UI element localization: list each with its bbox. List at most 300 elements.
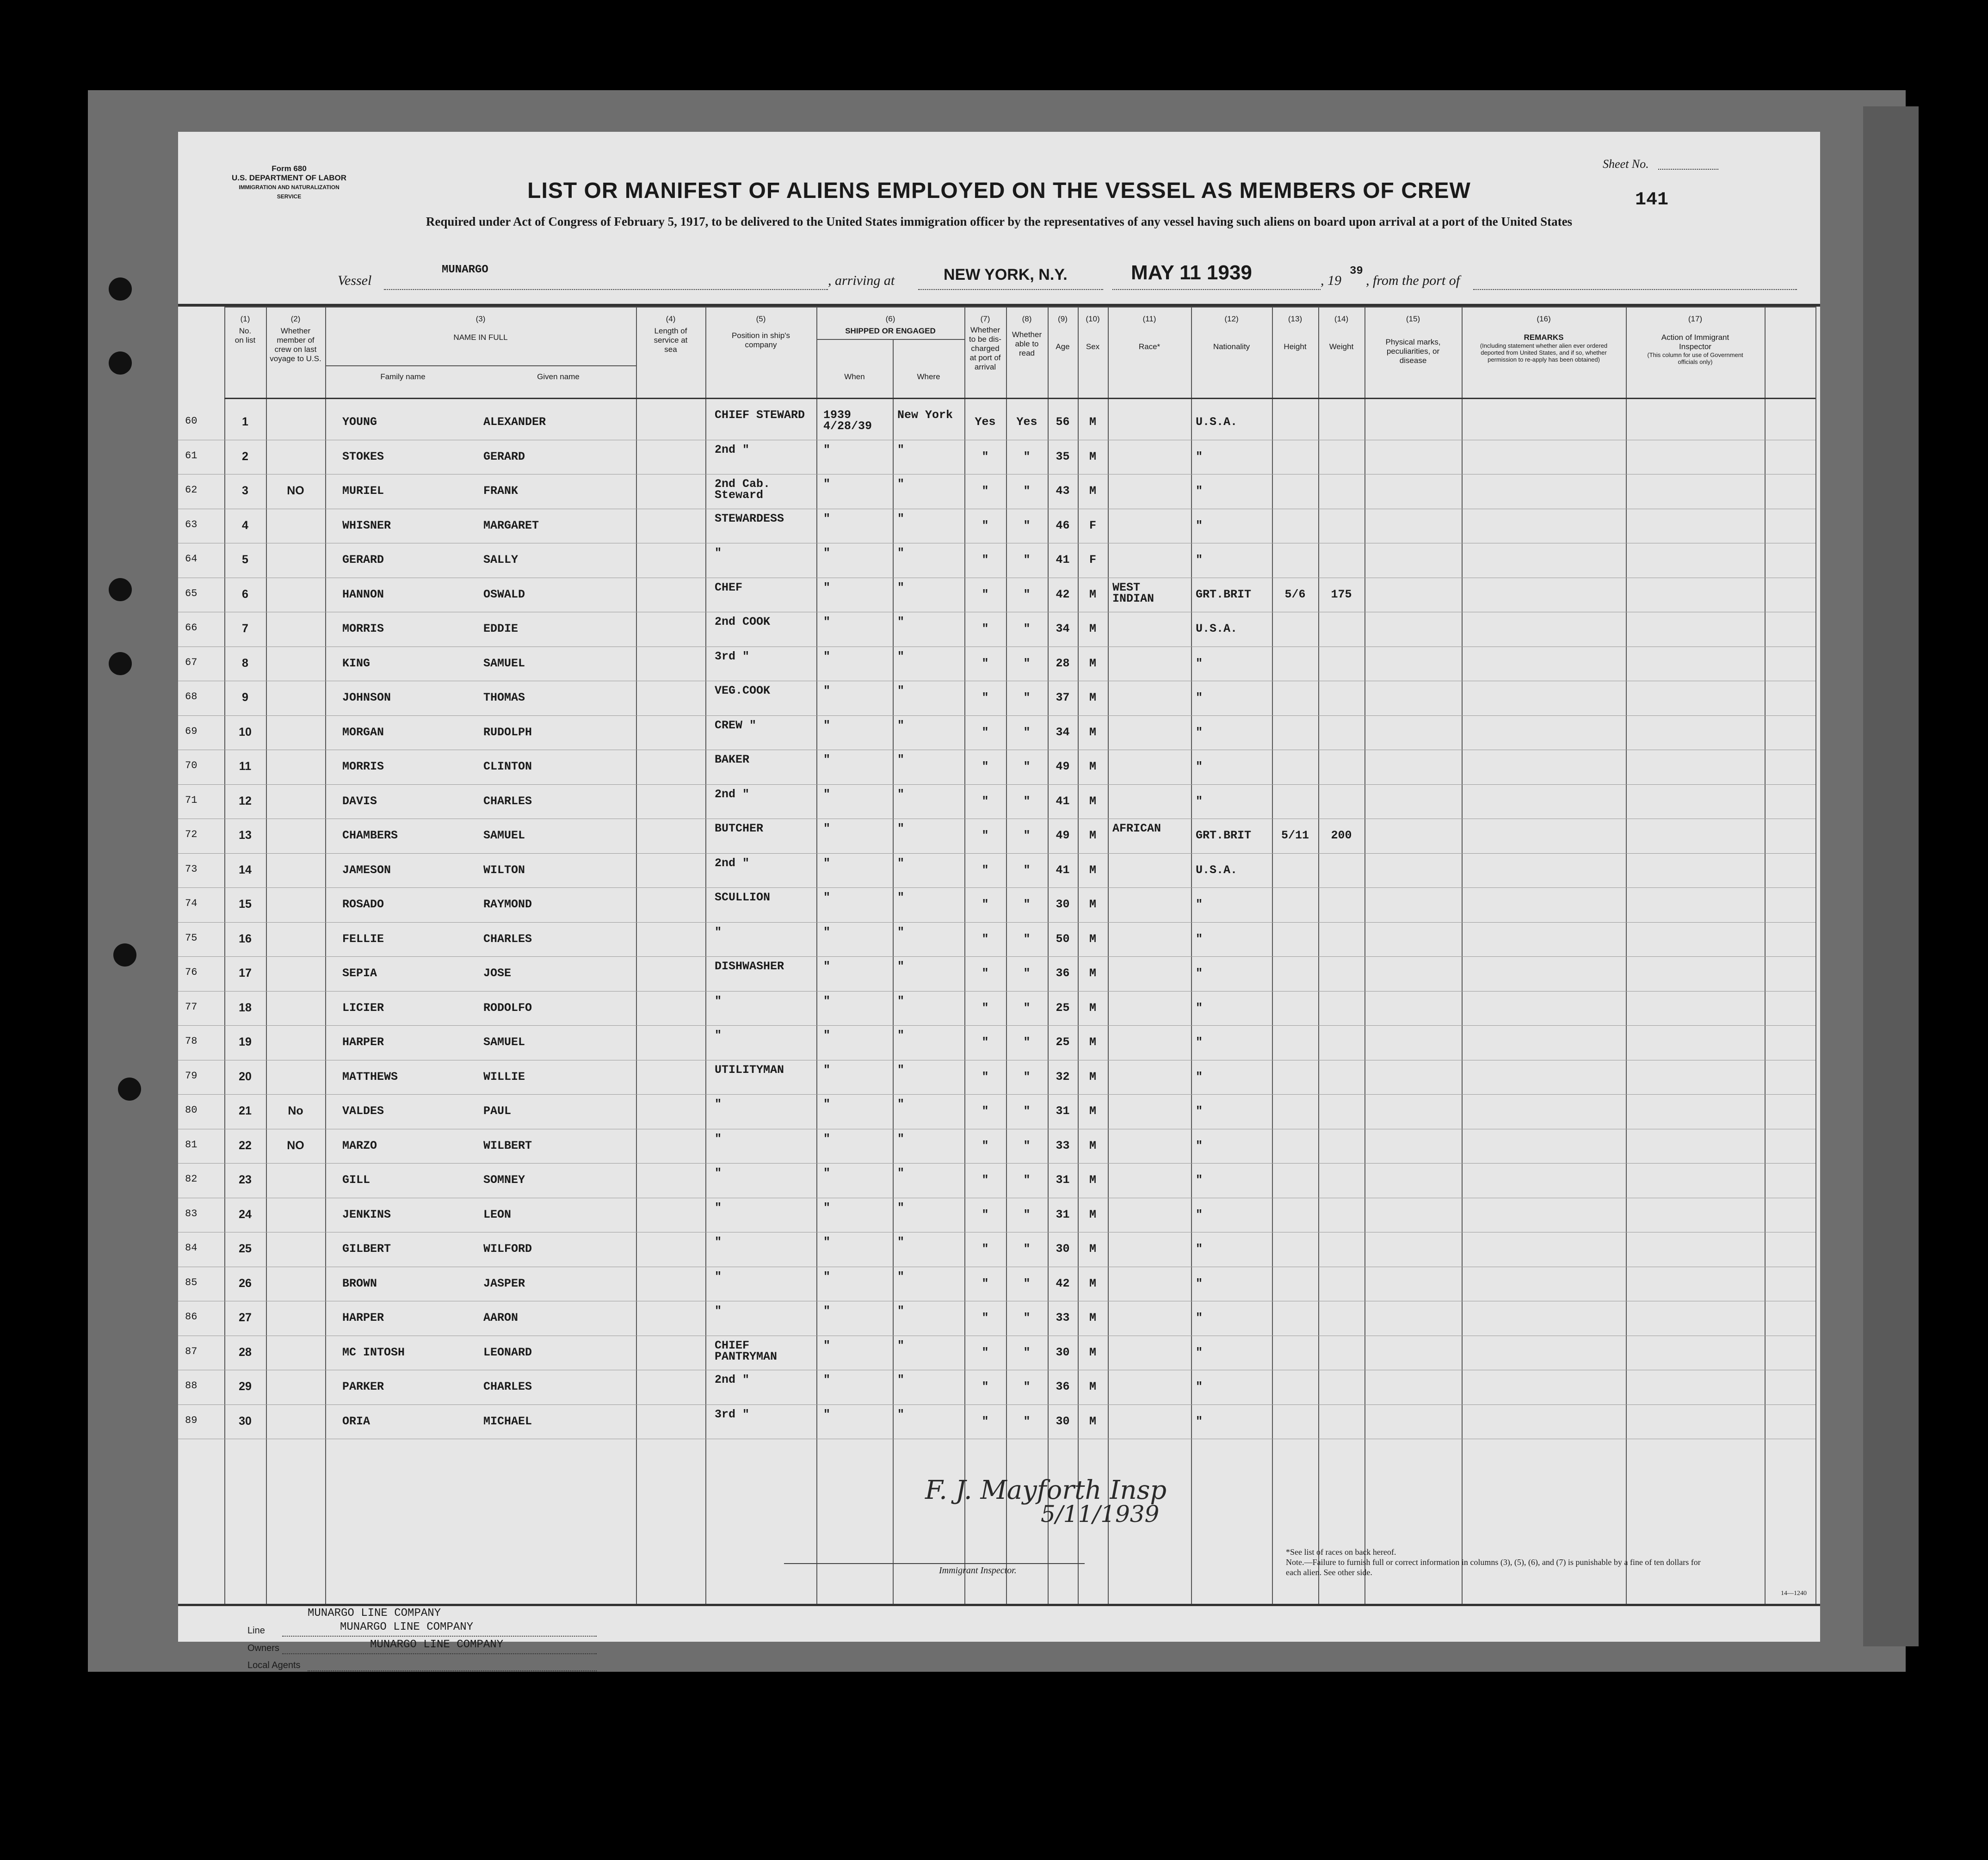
margin-line-number: 67 (185, 656, 198, 668)
inspector-signature: F. J. Mayforth Insp (925, 1475, 1167, 1505)
cell-nationality: " (1196, 1414, 1203, 1428)
col-header-discharged (964, 314, 1006, 372)
cell-read: " (1023, 1345, 1031, 1359)
cell-sex: M (1089, 656, 1096, 670)
margin-line-number: 74 (185, 898, 198, 909)
cell-where: " (897, 1235, 905, 1249)
col-num: (13) (1288, 314, 1303, 323)
margin-line-number: 64 (185, 553, 198, 565)
cell-position: VEG.COOK (715, 684, 771, 697)
cell-given-name: LEONARD (483, 1345, 532, 1359)
cell-position: " (715, 1201, 722, 1214)
cell-sex: M (1089, 794, 1096, 808)
cell-sex: M (1089, 1276, 1096, 1290)
cell-family-name: SEPIA (342, 967, 377, 980)
col-label: Whether to be dis-charged at port of arrival (969, 326, 1001, 371)
cell-no: 3 (242, 484, 248, 497)
cell-no: 25 (239, 1242, 252, 1255)
cell-given-name: ALEXANDER (483, 415, 546, 429)
cell-given-name: JASPER (483, 1276, 525, 1290)
cell-age: 41 (1056, 553, 1070, 567)
margin-line-number: 84 (185, 1242, 198, 1254)
cell-when: " (823, 649, 831, 663)
cell-where: " (897, 1132, 905, 1146)
cell-family-name: HARPER (342, 1035, 384, 1049)
col-header-weight (1318, 314, 1364, 351)
cell-nationality: " (1196, 656, 1203, 670)
vessel-label: Vessel (338, 273, 372, 288)
cell-age: 50 (1056, 932, 1070, 946)
cell-sex: M (1089, 622, 1096, 635)
col-header-age (1048, 314, 1078, 351)
row-rule (178, 1163, 1815, 1164)
row-rule (178, 1025, 1815, 1026)
col-label: Race* (1138, 342, 1161, 351)
row-rule (178, 853, 1815, 854)
cell-sex: M (1089, 484, 1096, 498)
cell-nationality: " (1196, 450, 1203, 463)
cell-nationality: U.S.A. (1196, 863, 1238, 877)
col-divider (1191, 307, 1192, 1604)
col-label: NAME IN FULL (453, 333, 508, 342)
cell-discharged: " (982, 656, 989, 670)
cell-age: 36 (1056, 1380, 1070, 1393)
col-num: (14) (1334, 314, 1349, 323)
punch-hole (109, 277, 132, 301)
margin-line-number: 85 (185, 1276, 198, 1288)
cell-race: AFRICAN (1112, 822, 1161, 835)
cell-read: " (1023, 1001, 1031, 1015)
cell-discharged: " (982, 932, 989, 946)
col-header-nationality (1191, 314, 1272, 351)
cell-when: " (823, 1407, 831, 1421)
cell-no: 9 (242, 691, 248, 704)
cell-discharged: " (982, 1207, 989, 1221)
cell-given-name: MARGARET (483, 518, 539, 532)
col-divider (705, 307, 706, 1604)
cell-no: 19 (239, 1035, 252, 1048)
cell-where: " (897, 960, 905, 973)
cell-when: " (823, 1166, 831, 1180)
cell-no: 30 (239, 1414, 252, 1428)
col-divider (636, 307, 637, 1604)
margin-line-number: 81 (185, 1139, 198, 1151)
cell-read: " (1023, 725, 1031, 739)
cell-sex: M (1089, 1380, 1096, 1393)
cell-when: " (823, 1269, 831, 1283)
cell-age: 41 (1056, 863, 1070, 877)
cell-when: " (823, 1132, 831, 1146)
cell-position: STEWARDESS (715, 511, 784, 525)
col-num: (8) (1022, 314, 1032, 323)
row-rule (178, 922, 1815, 923)
cell-sex: M (1089, 725, 1096, 739)
cell-sex: M (1089, 691, 1096, 704)
cell-read: " (1023, 829, 1031, 842)
col-num: (12) (1224, 314, 1239, 323)
cell-age: 43 (1056, 484, 1070, 498)
cell-discharged: " (982, 794, 989, 808)
cell-discharged: " (982, 587, 989, 601)
cell-discharged: " (982, 553, 989, 567)
cell-discharged: " (982, 1276, 989, 1290)
cell-discharged: " (982, 1311, 989, 1324)
cell-position: 2nd " (715, 856, 750, 870)
sheet-number-label: Sheet No. (1603, 157, 1649, 171)
cell-position: " (715, 1029, 722, 1042)
cell-where: " (897, 1304, 905, 1318)
col-num: (10) (1086, 314, 1100, 323)
cell-family-name: HANNON (342, 587, 384, 601)
year-label: , 19 (1321, 273, 1341, 288)
cell-nationality: " (1196, 553, 1203, 567)
name-subheader-rule (325, 365, 636, 366)
header-bottom-rule (224, 398, 1815, 399)
cell-given-name: RODOLFO (483, 1001, 532, 1015)
vessel-line (384, 289, 828, 290)
margin-line-number: 71 (185, 794, 198, 806)
cell-position: BUTCHER (715, 822, 764, 835)
cell-read: " (1023, 794, 1031, 808)
cell-when: " (823, 891, 831, 904)
cell-age: 31 (1056, 1104, 1070, 1118)
cell-read: " (1023, 484, 1031, 498)
cell-when: " (823, 1373, 831, 1386)
cell-prev-voyage: NO (287, 484, 304, 497)
cell-discharged: " (982, 518, 989, 532)
punch-hole (109, 578, 132, 601)
cell-when: " (823, 1201, 831, 1214)
cell-read: " (1023, 1139, 1031, 1152)
cell-family-name: JENKINS (342, 1207, 391, 1221)
col-header-position (705, 314, 816, 350)
cell-family-name: HARPER (342, 1311, 384, 1324)
cell-nationality: " (1196, 1035, 1203, 1049)
cell-no: 11 (239, 760, 252, 773)
col-label: REMARKS (1524, 333, 1564, 342)
cell-age: 49 (1056, 829, 1070, 842)
cell-position: " (715, 1269, 722, 1283)
cell-nationality: " (1196, 1173, 1203, 1187)
page-title: LIST OR MANIFEST OF ALIENS EMPLOYED ON THE VESSEL AS MEMBERS OF CREW (527, 179, 1471, 203)
col-label: Age (1056, 342, 1070, 351)
year-suffix: 39 (1350, 265, 1363, 277)
cell-discharged: " (982, 1414, 989, 1428)
cell-when: " (823, 477, 831, 491)
cell-family-name: ROSADO (342, 898, 384, 911)
cell-read: " (1023, 553, 1031, 567)
cell-where: " (897, 649, 905, 663)
cell-nationality: " (1196, 967, 1203, 980)
col-divider (224, 307, 225, 1604)
punch-hole (113, 943, 136, 967)
subheader-when: When (844, 372, 865, 381)
cell-nationality: " (1196, 484, 1203, 498)
cell-read: " (1023, 1311, 1031, 1324)
cell-read: " (1023, 1380, 1031, 1393)
cell-sex: M (1089, 1173, 1096, 1187)
table-top-rule-thin (224, 307, 1815, 308)
cell-family-name: DAVIS (342, 794, 377, 808)
cell-given-name: WILTON (483, 863, 525, 877)
row-rule (178, 956, 1815, 957)
col-label: Whether member of crew on last voyage to U.S. (270, 326, 321, 363)
cell-read: " (1023, 1414, 1031, 1428)
margin-line-number: 86 (185, 1311, 198, 1323)
cell-given-name: SAMUEL (483, 656, 525, 670)
cell-no: 12 (239, 794, 252, 807)
cell-discharged: " (982, 898, 989, 911)
col-divider (1078, 307, 1079, 1604)
margin-line-number: 70 (185, 760, 198, 771)
cell-no: 5 (242, 553, 248, 566)
col-divider (1048, 307, 1049, 1604)
subheader-given-name: Given name (537, 372, 580, 381)
shipped-subheader-rule (816, 339, 964, 340)
cell-position: 2nd " (715, 443, 750, 456)
cell-no: 27 (239, 1311, 252, 1324)
cell-when: " (823, 580, 831, 594)
cell-where: " (897, 1063, 905, 1077)
line-label: Line (247, 1626, 265, 1636)
col-header-shipped (816, 314, 964, 336)
col-divider (1318, 307, 1319, 1604)
cell-read: " (1023, 1242, 1031, 1256)
cell-sex: M (1089, 863, 1096, 877)
cell-given-name: PAUL (483, 1104, 512, 1118)
cell-where: " (897, 1269, 905, 1283)
subheader-where: Where (917, 372, 940, 381)
col-header-race (1108, 314, 1191, 351)
cell-where: " (897, 1338, 905, 1352)
margin-line-number: 79 (185, 1070, 198, 1082)
action-note: (This column for use of Government officials only) (1647, 351, 1743, 365)
cell-position: CHEF (715, 580, 743, 594)
cell-discharged: " (982, 725, 989, 739)
cell-read: " (1023, 760, 1031, 773)
cell-height: 5/11 (1281, 829, 1309, 842)
cell-family-name: MORRIS (342, 622, 384, 635)
cell-read: Yes (1016, 415, 1037, 429)
cell-read: " (1023, 587, 1031, 601)
cell-discharged: " (982, 1139, 989, 1152)
cell-nationality: " (1196, 691, 1203, 704)
cell-family-name: VALDES (342, 1104, 384, 1118)
cell-nationality: " (1196, 1207, 1203, 1221)
margin-line-number: 75 (185, 932, 198, 944)
cell-discharged: " (982, 863, 989, 877)
cell-discharged: " (982, 829, 989, 842)
cell-nationality: " (1196, 932, 1203, 946)
cell-sex: M (1089, 1414, 1096, 1428)
cell-position: 2nd Cab. Steward (715, 477, 771, 502)
cell-age: 42 (1056, 1276, 1070, 1290)
print-code: 14—1240 (1781, 1590, 1807, 1597)
cell-read: " (1023, 1173, 1031, 1187)
cell-height: 5/6 (1284, 587, 1306, 601)
arrival-port: NEW YORK, N.Y. (944, 266, 1068, 283)
cell-where: " (897, 684, 905, 697)
cell-given-name: GERARD (483, 450, 525, 463)
col-num: (1) (240, 314, 250, 323)
races-note: *See list of races on back hereof. (1286, 1547, 1396, 1557)
cell-when: " (823, 1029, 831, 1042)
port-line (918, 289, 1103, 290)
cell-given-name: WILBERT (483, 1139, 532, 1152)
col-label: Weight (1329, 342, 1354, 351)
cell-no: 18 (239, 1001, 252, 1014)
cell-where: " (897, 580, 905, 594)
cell-age: 34 (1056, 725, 1070, 739)
col-num: (17) (1688, 314, 1703, 323)
cell-when: " (823, 1304, 831, 1318)
cell-nationality: " (1196, 518, 1203, 532)
margin-line-number: 87 (185, 1345, 198, 1357)
cell-family-name: PARKER (342, 1380, 384, 1393)
cell-nationality: U.S.A. (1196, 415, 1238, 429)
cell-age: 49 (1056, 760, 1070, 773)
row-rule (178, 784, 1815, 785)
cell-position: 2nd " (715, 787, 750, 801)
cell-position: " (715, 925, 722, 939)
cell-read: " (1023, 898, 1031, 911)
cell-given-name: CHARLES (483, 1380, 532, 1393)
cell-given-name: WILLIE (483, 1070, 525, 1084)
cell-no: 28 (239, 1345, 252, 1359)
cell-sex: M (1089, 1311, 1096, 1324)
cell-position: " (715, 546, 722, 560)
margin-line-number: 62 (185, 484, 198, 496)
cell-read: " (1023, 1207, 1031, 1221)
punch-hole (118, 1078, 141, 1101)
cell-discharged: " (982, 1001, 989, 1015)
cell-when: " (823, 994, 831, 1008)
cell-position: 3rd " (715, 649, 750, 663)
cell-nationality: " (1196, 1104, 1203, 1118)
cell-where: " (897, 787, 905, 801)
col-num: (5) (756, 314, 766, 323)
cell-read: " (1023, 1035, 1031, 1049)
cell-prev-voyage: NO (287, 1139, 304, 1152)
cell-discharged: " (982, 760, 989, 773)
cell-family-name: ORIA (342, 1414, 370, 1428)
cell-age: 30 (1056, 1414, 1070, 1428)
cell-given-name: SALLY (483, 553, 519, 567)
cell-age: 31 (1056, 1207, 1070, 1221)
cell-sex: M (1089, 1345, 1096, 1359)
cell-when: " (823, 822, 831, 835)
cell-where: " (897, 443, 905, 456)
cell-where: New York (897, 408, 953, 422)
cell-nationality: " (1196, 1001, 1203, 1015)
cell-position: CREW " (715, 718, 757, 732)
cell-age: 30 (1056, 1242, 1070, 1256)
row-rule (178, 887, 1815, 888)
cell-no: 23 (239, 1173, 252, 1186)
cell-when: " (823, 787, 831, 801)
cell-nationality: " (1196, 725, 1203, 739)
cell-age: 33 (1056, 1139, 1070, 1152)
cell-where: " (897, 856, 905, 870)
cell-no: 1 (242, 415, 248, 428)
cell-weight: 200 (1331, 829, 1352, 842)
cell-no: 14 (239, 863, 252, 876)
col-divider (1364, 307, 1365, 1604)
table-bottom-rule (178, 1604, 1820, 1606)
cell-age: 28 (1056, 656, 1070, 670)
col-header-name (325, 314, 636, 342)
from-port-label: , from the port of (1366, 273, 1460, 288)
arriving-label: , arriving at (828, 273, 895, 288)
col-divider (964, 307, 965, 1604)
cell-age: 56 (1056, 415, 1070, 429)
col-num: (9) (1058, 314, 1068, 323)
col-num: (16) (1537, 314, 1551, 323)
cell-given-name: SAMUEL (483, 829, 525, 842)
cell-when: " (823, 684, 831, 697)
cell-sex: F (1089, 553, 1096, 567)
remarks-note: (Including statement whether alien ever ordered deported from United States, and if so, whether permission to re-apply has been obtained) (1480, 342, 1608, 363)
cell-nationality: " (1196, 794, 1203, 808)
margin-line-number: 65 (185, 587, 198, 599)
cell-family-name: GILL (342, 1173, 370, 1187)
date-line (1112, 289, 1321, 290)
cell-where: " (897, 546, 905, 560)
col-divider (266, 307, 267, 1604)
col-divider (1462, 307, 1463, 1604)
cell-read: " (1023, 1276, 1031, 1290)
col-label: SHIPPED OR ENGAGED (845, 326, 936, 335)
cell-no: 22 (239, 1139, 252, 1152)
cell-discharged: " (982, 1173, 989, 1187)
cell-when: 1939 4/28/39 (823, 408, 872, 433)
cell-no: 7 (242, 622, 248, 635)
margin-line-number: 80 (185, 1104, 198, 1116)
cell-when: " (823, 925, 831, 939)
cell-when: " (823, 718, 831, 732)
col-header-sex (1078, 314, 1108, 351)
date-stamp: MAY 11 1939 (1131, 261, 1252, 284)
cell-given-name: OSWALD (483, 587, 525, 601)
cell-where: " (897, 615, 905, 628)
cell-position: 2nd " (715, 1373, 750, 1386)
cell-weight: 175 (1331, 587, 1352, 601)
owners-label: Owners (247, 1643, 279, 1653)
cell-discharged: " (982, 1242, 989, 1256)
cell-sex: M (1089, 829, 1096, 842)
cell-when: " (823, 615, 831, 628)
cell-discharged: " (982, 622, 989, 635)
cell-family-name: STOKES (342, 450, 384, 463)
cell-position: SCULLION (715, 891, 771, 904)
cell-age: 33 (1056, 1311, 1070, 1324)
cell-discharged: " (982, 1345, 989, 1359)
cell-where: " (897, 1373, 905, 1386)
cell-age: 36 (1056, 967, 1070, 980)
cell-read: " (1023, 450, 1031, 463)
inspector-label: Immigrant Inspector. (939, 1565, 1017, 1576)
col-divider (325, 307, 326, 1604)
cell-sex: M (1089, 1139, 1096, 1152)
cell-where: " (897, 718, 905, 732)
col-label: Physical marks, peculiarities, or disease (1385, 338, 1441, 365)
cell-when: " (823, 443, 831, 456)
cell-given-name: SOMNEY (483, 1173, 525, 1187)
cell-age: 34 (1056, 622, 1070, 635)
cell-nationality: " (1196, 1311, 1203, 1324)
margin-line-number: 89 (185, 1414, 198, 1426)
cell-age: 31 (1056, 1173, 1070, 1187)
